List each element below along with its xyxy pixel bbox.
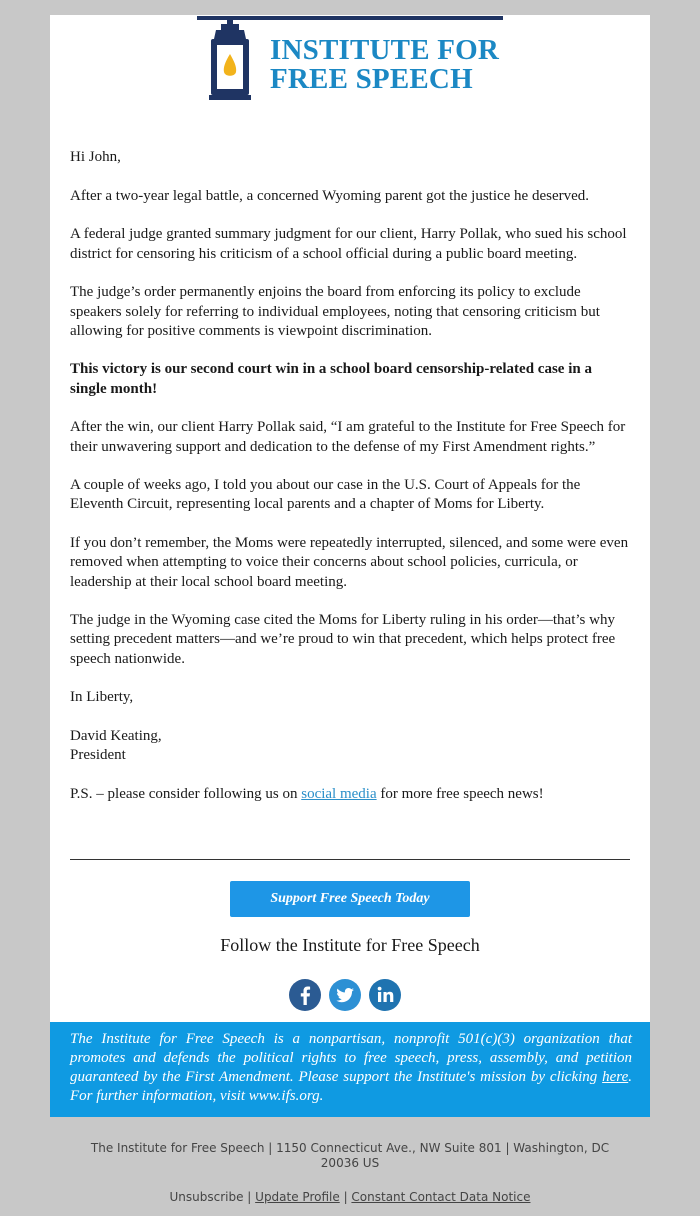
ps-text-before: P.S. – please consider following us on — [70, 785, 302, 802]
paragraph-2: A federal judge granted summary judgment for our client, Harry Pollak, who sued his school district for censoring his criticism of a school official during a public board meeting. — [70, 226, 627, 262]
paragraph-1: After a two-year legal battle, a concerned Wyoming parent got the justice he deserved. — [70, 187, 590, 204]
mailing-address: The Institute for Free Speech | 1150 Connecticut Ave., NW Suite 801 | Washington, DC 20036 US — [90, 1141, 610, 1170]
paragraph-4-bold — [70, 360, 632, 398]
linkedin-icon[interactable] — [368, 978, 402, 1012]
follow-heading: Follow the Institute for Free Speech — [220, 935, 480, 955]
greeting: Hi John, — [70, 149, 121, 165]
ifs-logo[interactable] — [197, 16, 503, 104]
paragraph-3: The judge’s order permanently enjoins the board from enforcing its policy to exclude speakers solely for referring to individual employees, noting that censoring criticism but allowing for positive comments is viewpoint discrimination. — [70, 284, 600, 339]
bold-highlight: This victory is our second court win in a school board censorship-related case in a single month! — [70, 361, 592, 397]
logo-wordmark — [270, 36, 499, 94]
ps-text-after: for more free speech news! — [376, 785, 544, 802]
unsubscribe-link[interactable]: Unsubscribe — [169, 1190, 244, 1204]
divider — [70, 859, 630, 860]
facebook-icon[interactable] — [288, 978, 322, 1012]
paragraph-8: The judge in the Wyoming case cited the Moms for Liberty ruling in his order—that’s why setting precedent matters—and we’re proud to win that precedent, which helps protect free speech nationwide. — [70, 612, 616, 667]
paragraph-5: After the win, our client Harry Pollak said, “I am grateful to the Institute for Free Speech for their unwavering support and dedication to the defense of my First Amendment rights.” — [70, 419, 626, 455]
postscript — [70, 785, 632, 804]
twitter-icon[interactable] — [328, 978, 362, 1012]
signer-name: David Keating, — [70, 728, 162, 745]
mission-text-after: . For further information, visit www.ifs.org. — [70, 1069, 632, 1104]
mission-text-before: The Institute for Free Speech is a nonpartisan, nonprofit 501(c)(3) organization that promotes and defends the political rights to free speech, press, assembly, and petition guaranteed by the First Amendment. Please support the Institute's mission by clicking — [70, 1031, 632, 1085]
social-media-link[interactable]: social media — [301, 785, 377, 802]
mission-footer — [50, 1022, 650, 1117]
link-separator-1: | — [243, 1190, 256, 1204]
paragraph-7: If you don’t remember, the Moms were repeatedly interrupted, silenced, and some were even removed when attempting to voice their concerns about school policies, curricula, or leadership at their local school board meeting. — [70, 535, 629, 590]
email-body — [70, 148, 632, 824]
support-free-speech-button[interactable]: Support Free Speech Today — [230, 881, 470, 917]
donate-here-link[interactable]: here — [602, 1069, 629, 1085]
email-card — [50, 15, 650, 1117]
data-notice-link[interactable]: Constant Contact Data Notice — [351, 1190, 531, 1204]
link-separator-2: | — [339, 1190, 352, 1204]
mission-statement — [70, 1030, 632, 1106]
closing: In Liberty, — [70, 689, 134, 706]
paragraph-6: A couple of weeks ago, I told you about our case in the U.S. Court of Appeals for the Eleventh Circuit, representing local parents and a chapter of Moms for Liberty. — [70, 477, 581, 513]
logo-line-1: INSTITUTE FOR — [270, 34, 500, 66]
footer-links — [0, 1190, 700, 1204]
update-profile-link[interactable]: Update Profile — [255, 1190, 340, 1204]
signer-title: President — [70, 747, 126, 764]
signature — [70, 727, 632, 765]
logo-line-2: FREE SPEECH — [270, 63, 473, 95]
